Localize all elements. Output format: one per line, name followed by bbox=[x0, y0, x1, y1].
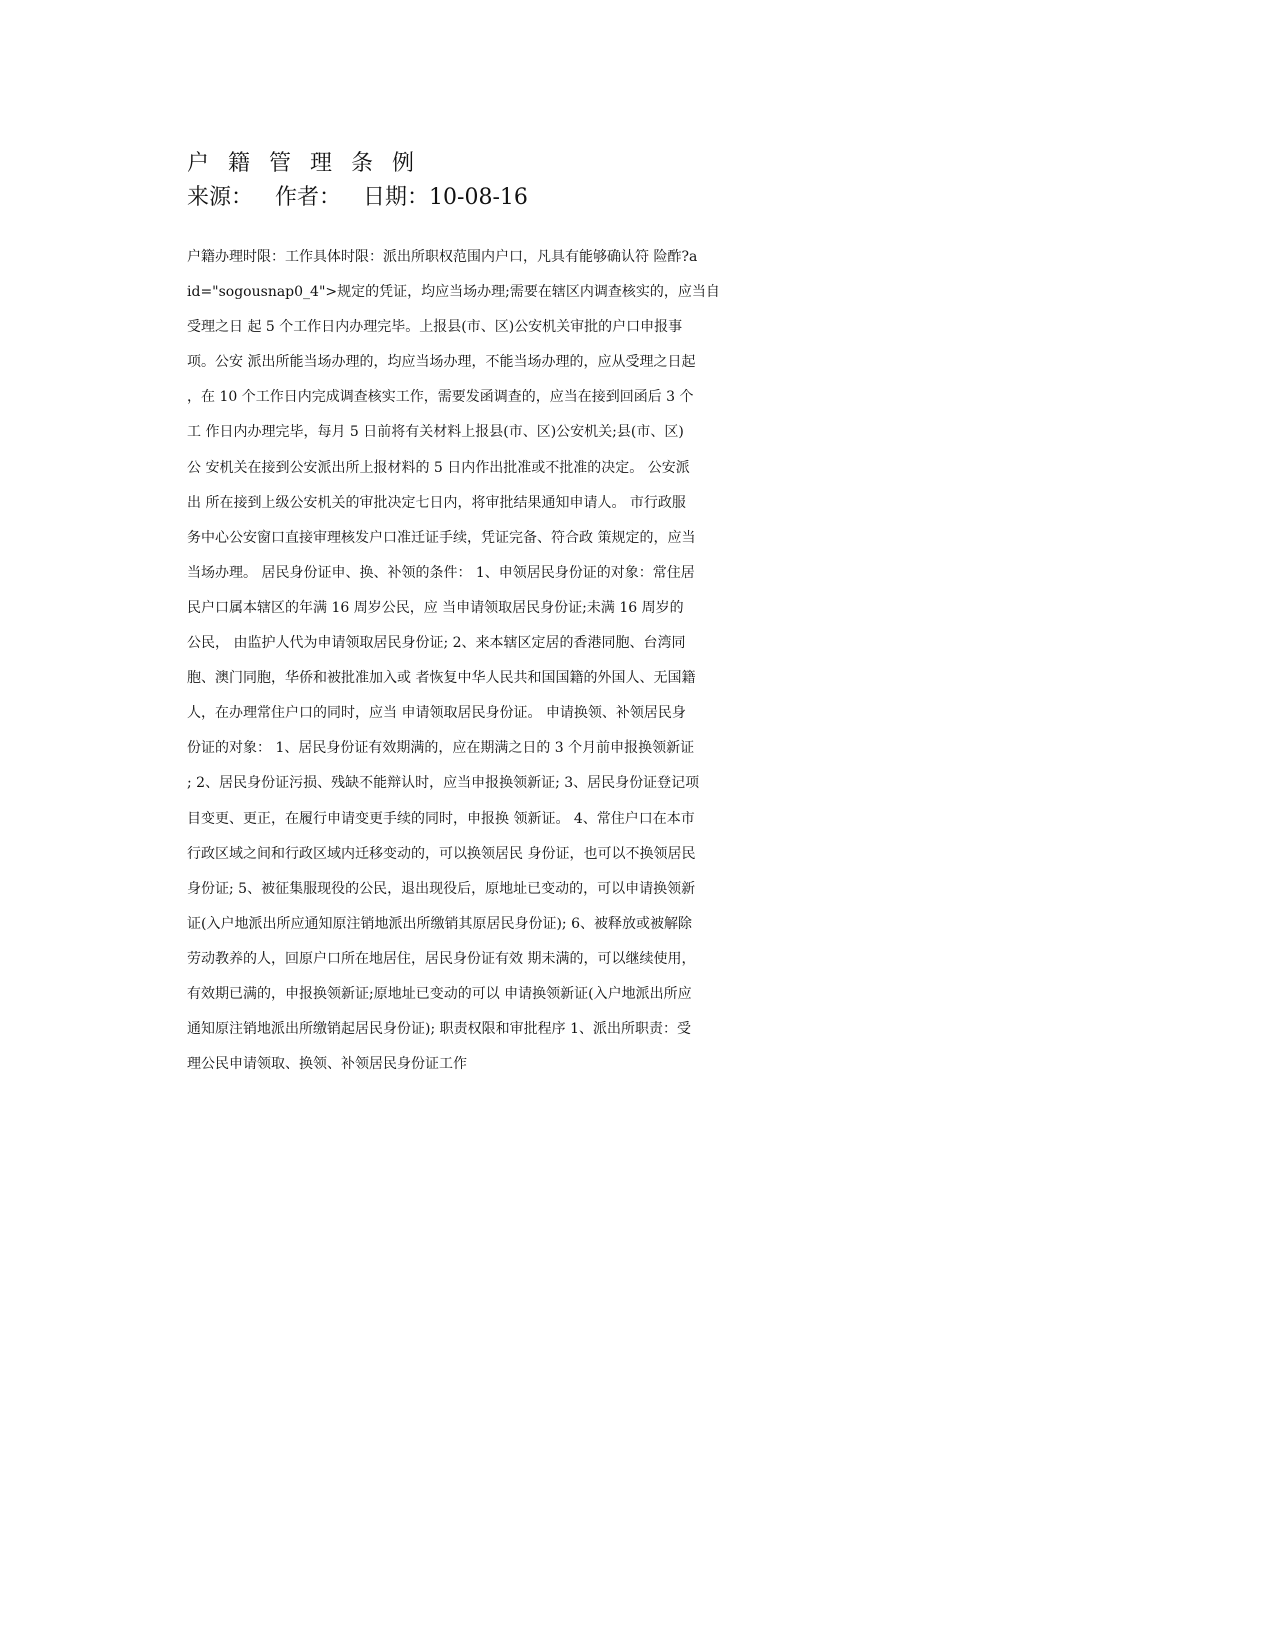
body-line: 身份证; 5、被征集服现役的公民，退出现役后，原地址已变动的，可以申请换领新 bbox=[187, 880, 696, 897]
body-line: 目变更、更正，在履行申请变更手续的同时，申报换 领新证。 4、常住户口在本市 bbox=[187, 810, 695, 827]
body-line: 户籍办理时限：工作具体时限：派出所职权范围内户口，凡具有能够确认符 险酢?a bbox=[187, 249, 698, 265]
body-line: id="sogousnap0_4">规定的凭证，均应当场办理;需要在辖区内调查核实的，应当自 bbox=[187, 284, 720, 301]
body-line: 当场办理。 居民身份证申、换、补领的条件： 1、申领居民身份证的对象：常住居 bbox=[187, 564, 695, 581]
body-line: 通知原注销地派出所缴销起居民身份证); 职责权限和审批程序 1、派出所职责：受 bbox=[187, 1021, 691, 1038]
body-line: 民户口属本辖区的年满 16 周岁公民，应 当申请领取居民身份证;未满 16 周岁的 bbox=[187, 599, 684, 616]
body-line: 务中心公安窗口直接审理核发户口准迁证手续，凭证完备、符合政 策规定的，应当 bbox=[187, 529, 696, 546]
meta-source: 来源： bbox=[187, 185, 254, 210]
meta-author: 作者： bbox=[275, 185, 342, 210]
body-line: ，在 10 个工作日内完成调查核实工作，需要发函调查的，应当在接到回函后 3 个 bbox=[187, 389, 694, 406]
meta-date: 日期：10-08-16 bbox=[363, 185, 528, 210]
body-line: 理公民申请领取、换领、补领居民身份证工作 bbox=[187, 1056, 467, 1073]
body-line: ; 2、居民身份证污损、残缺不能辩认时，应当申报换领新证; 3、居民身份证登记项 bbox=[187, 775, 700, 792]
body-line: 项。公安 派出所能当场办理的，均应当场办理，不能当场办理的，应从受理之日起 bbox=[187, 354, 696, 371]
body-line: 劳动教养的人，回原户口所在地居住，居民身份证有效 期未满的，可以继续使用， bbox=[187, 950, 696, 967]
document-title: 户 籍 管 理 条 例 bbox=[187, 151, 420, 176]
body-line: 人，在办理常住户口的同时，应当 申请领取居民身份证。 申请换领、补领居民身 bbox=[187, 705, 686, 722]
document-body bbox=[187, 240, 1087, 1082]
body-line: 份证的对象： 1、居民身份证有效期满的，应在期满之日的 3 个月前申报换领新证 bbox=[187, 740, 695, 757]
body-line: 有效期已满的，申报换领新证;原地址已变动的可以 申请换领新证(入户地派出所应 bbox=[187, 985, 692, 1002]
body-line: 工 作日内办理完毕，每月 5 日前将有关材料上报县(市、区)公安机关;县(市、区) bbox=[187, 424, 684, 441]
body-line: 受理之日 起 5 个工作日内办理完毕。上报县(市、区)公安机关审批的户口申报事 bbox=[187, 319, 683, 336]
body-line: 公民， 由监护人代为申请领取居民身份证; 2、来本辖区定居的香港同胞、台湾同 bbox=[187, 635, 686, 652]
body-line: 行政区域之间和行政区域内迁移变动的，可以换领居民 身份证，也可以不换领居民 bbox=[187, 845, 696, 862]
body-line: 出 所在接到上级公安机关的审批决定七日内，将审批结果通知申请人。 市行政服 bbox=[187, 494, 686, 511]
document-meta bbox=[187, 182, 528, 214]
body-line: 证(入户地派出所应通知原注销地派出所缴销其原居民身份证); 6、被释放或被解除 bbox=[187, 915, 692, 932]
body-line: 公 安机关在接到公安派出所上报材料的 5 日内作出批准或不批准的决定。 公安派 bbox=[187, 459, 690, 476]
body-line: 胞、澳门同胞，华侨和被批准加入或 者恢复中华人民共和国国籍的外国人、无国籍 bbox=[187, 670, 696, 687]
